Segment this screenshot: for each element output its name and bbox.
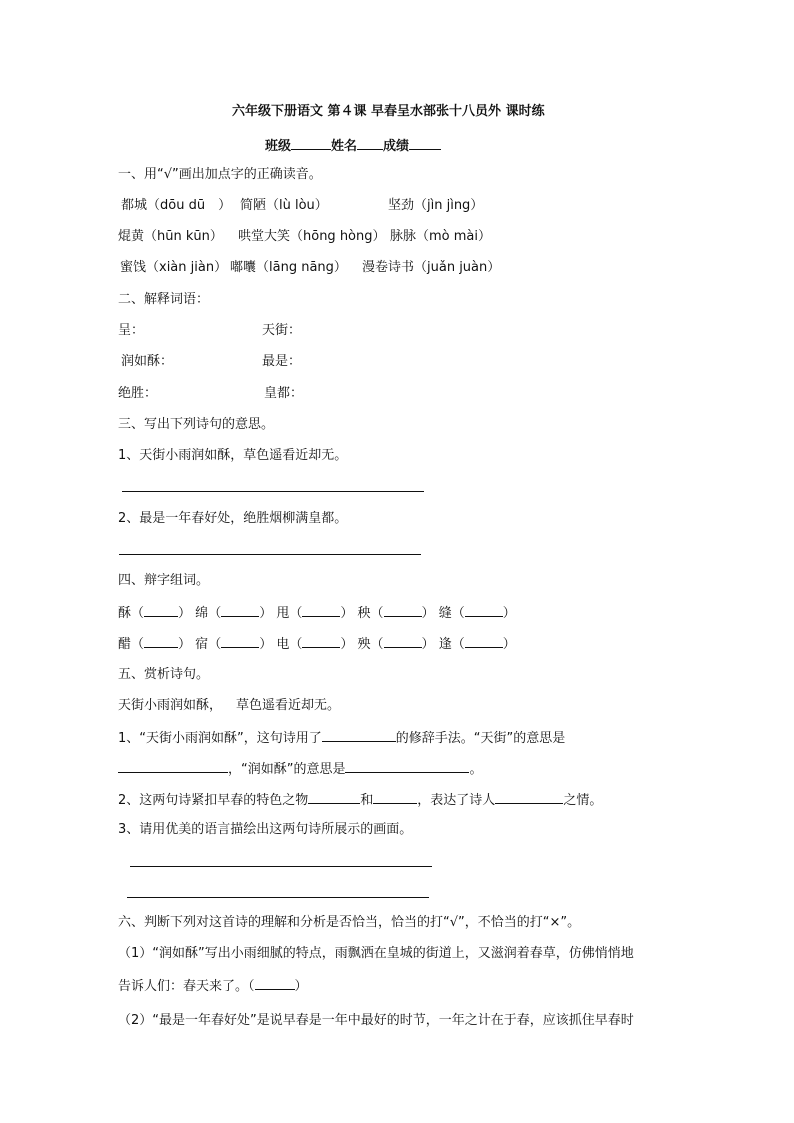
word-blank[interactable] <box>144 603 178 617</box>
question-text: 3、请用优美的语言描绘出这两句诗所展示的画面。 <box>118 822 413 837</box>
section-4-heading: 四、辩字组词。 <box>118 573 210 588</box>
term-label: 皇都： <box>264 386 304 401</box>
answer-line[interactable] <box>119 554 421 555</box>
pinyin-item[interactable]: 脉脉（mò mài） <box>390 229 491 244</box>
pinyin-item[interactable]: 焜黄（hūn kūn） <box>118 229 223 244</box>
word-blank[interactable] <box>144 634 178 648</box>
q2-part-b: 和 <box>360 793 374 808</box>
word-blank[interactable] <box>221 634 259 648</box>
pinyin-item[interactable]: 嘟囔（lāng nāng） <box>230 260 347 275</box>
pinyin-item[interactable]: 哄堂大笑（hōng hòng） <box>238 229 386 244</box>
char: 缝 <box>438 606 452 621</box>
judgment-text: 告诉人们：春天来了。（ <box>118 979 255 994</box>
term-label: 最是： <box>262 354 302 369</box>
section-1-heading: 一、用“√”画出加点字的正确读音。 <box>118 167 322 182</box>
question-text <box>118 790 602 810</box>
char-group-row: 醋（ ） 宿（ ） 电（ ） 殃（ ） 逢（ ） <box>118 634 516 654</box>
question-text: 2、最是一年春好处，绝胜烟柳满皇都。 <box>118 511 348 526</box>
term-label: 天街： <box>262 323 302 338</box>
pinyin-item[interactable]: 简陋（lù lòu） <box>240 198 328 213</box>
char: 秧 <box>357 606 371 621</box>
object-blank[interactable] <box>308 790 360 804</box>
char-group-row: 酥（ ） 绵（ ） 甩（ ） 秧（ ） 缝（ ） <box>118 603 516 623</box>
pinyin-item[interactable]: 漫卷诗书（juǎn juàn） <box>362 260 501 275</box>
pinyin-item[interactable]: 坚劲（jìn jìng） <box>388 198 484 213</box>
judgment-item-continued <box>118 976 308 996</box>
answer-line[interactable] <box>130 866 432 867</box>
word-blank[interactable] <box>221 603 259 617</box>
char: 酥 <box>118 606 132 621</box>
word-blank[interactable] <box>384 634 422 648</box>
word-blank[interactable] <box>302 634 340 648</box>
judgment-blank[interactable] <box>255 976 295 990</box>
meaning-blank[interactable] <box>118 759 228 773</box>
name-blank[interactable] <box>357 136 383 150</box>
question-text <box>118 759 483 779</box>
judgment-item: （1）“润如酥”写出小雨细腻的特点，雨飘洒在皇城的街道上，又滋润着春草，仿佛悄悄地 <box>118 946 634 961</box>
emotion-blank[interactable] <box>495 790 563 804</box>
page-title: 六年级下册语文 第４课 早春呈水部张十八员外 课时练 <box>232 104 545 119</box>
term-label: 润如酥： <box>121 354 174 369</box>
pinyin-item[interactable]: 蜜饯（xiàn jiàn） <box>120 260 228 275</box>
answer-line[interactable] <box>122 491 424 492</box>
char: 宿 <box>195 637 209 652</box>
poem-line-a: 天街小雨润如酥， <box>118 698 223 713</box>
answer-line[interactable] <box>127 897 429 898</box>
word-blank[interactable] <box>465 634 503 648</box>
q1-part-d: 。 <box>469 762 483 777</box>
pinyin-item[interactable]: 都城（dōu dū ） <box>121 198 232 213</box>
question-text: 1、天街小雨润如酥，草色遥看近却无。 <box>118 448 348 463</box>
judgment-close: ） <box>294 979 308 994</box>
section-6-heading: 六、判断下列对这首诗的理解和分析是否恰当，恰当的打“√”，不恰当的打“×”。 <box>118 915 581 930</box>
class-label: 班级 <box>265 139 292 154</box>
section-2-heading: 二、解释词语： <box>118 292 210 307</box>
char: 逢 <box>438 637 452 652</box>
student-info-line <box>265 136 441 156</box>
judgment-item: （2）“最是一年春好处”是说早春是一年中最好的时节，一年之计在于春，应该抓住早春时 <box>118 1013 634 1028</box>
object-blank[interactable] <box>373 790 417 804</box>
rhetoric-blank[interactable] <box>322 728 396 742</box>
meaning-blank[interactable] <box>345 759 469 773</box>
char: 绵 <box>195 606 209 621</box>
poem-line-b: 草色遥看近却无。 <box>236 698 341 713</box>
word-blank[interactable] <box>465 603 503 617</box>
class-blank[interactable] <box>291 136 331 150</box>
section-3-heading: 三、写出下列诗句的意思。 <box>118 417 275 432</box>
name-label: 姓名 <box>331 139 358 154</box>
q2-part-c: ，表达了诗人 <box>417 793 496 808</box>
q1-part-b: 的修辞手法。“天街”的意思是 <box>395 731 566 746</box>
poem-line <box>118 697 340 715</box>
term-label: 呈： <box>118 323 145 338</box>
q2-part-a: 2、这两句诗紧扣早春的特色之物 <box>118 793 309 808</box>
score-label: 成绩 <box>383 139 410 154</box>
score-blank[interactable] <box>409 136 441 150</box>
char: 甩 <box>276 606 290 621</box>
question-text <box>118 728 565 748</box>
word-blank[interactable] <box>302 603 340 617</box>
char: 电 <box>276 637 290 652</box>
section-5-heading: 五、赏析诗句。 <box>118 667 210 682</box>
q1-part-c: ，“润如酥”的意思是 <box>228 762 346 777</box>
q1-part-a: 1、“天街小雨润如酥”，这句诗用了 <box>118 731 322 746</box>
char: 殃 <box>357 637 371 652</box>
word-blank[interactable] <box>384 603 422 617</box>
term-label: 绝胜： <box>118 386 158 401</box>
q2-part-d: 之情。 <box>563 793 603 808</box>
char: 醋 <box>118 637 132 652</box>
